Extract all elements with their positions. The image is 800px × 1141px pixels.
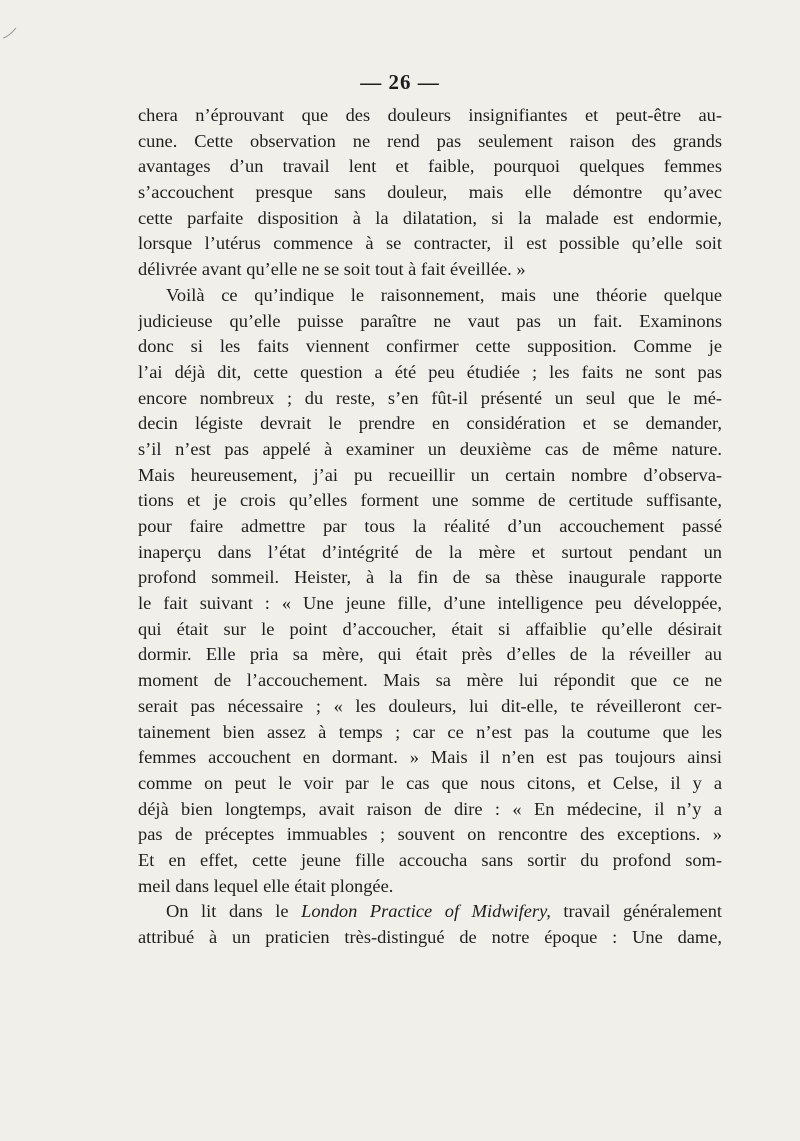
text-line: comme on peut le voir par le cas que nous citons, et Celse, il y a [138, 772, 722, 793]
text-line: qui était sur le point d’accoucher, était si affaiblie qu’elle désirait [138, 618, 722, 639]
text-line: donc si les faits viennent confirmer cette supposition. Comme je [138, 336, 722, 357]
text-line: s’il n’est pas appelé à examiner un deuxième cas de même nature. [138, 438, 722, 459]
text-line: Mais heureusement, j’ai pu recueillir un certain nombre d’observa- [138, 464, 722, 485]
text-line: Voilà ce qu’indique le raisonnement, mais une théorie quelque [166, 284, 722, 305]
text-line: pas de préceptes immuables ; souvent on rencontre des exceptions. » [138, 824, 722, 845]
text-line: le fait suivant : « Une jeune fille, d’une intelligence peu développée, [138, 593, 722, 614]
text-fragment: On lit dans le [166, 901, 302, 922]
text-line: cette parfaite disposition à la dilatation, si la malade est endormie, [138, 207, 722, 228]
text-line: dormir. Elle pria sa mère, qui était près d’elles de la réveiller au [138, 644, 722, 665]
text-line: s’accouchent presque sans douleur, mais elle démontre qu’avec [138, 182, 722, 203]
ink-mark-decoration [2, 26, 18, 40]
text-line: pour faire admettre par tous la réalité d’un accouchement passé [138, 516, 722, 536]
text-line: moment de l’accouchement. Mais sa mère lui répondit que ce ne [138, 670, 722, 691]
text-fragment: travail généralement [550, 901, 722, 922]
text-line: meil dans lequel elle était plongée. [138, 875, 394, 896]
text-line: tainement bien assez à temps ; car ce n’est pas la coutume que les [138, 721, 722, 742]
text-line: inaperçu dans l’état d’intégrité de la mère et surtout pendant un [138, 541, 722, 562]
text-line: profond sommeil. Heister, à la fin de sa thèse inaugurale rapporte [138, 567, 722, 588]
text-line: femmes accouchent en dormant. » Mais il n’en est pas toujours ainsi [138, 747, 722, 768]
text-line: judicieuse qu’elle puisse paraître ne vaut pas un fait. Examinons [138, 310, 722, 331]
text-line: avantages d’un travail lent et faible, pourquoi quelques femmes [138, 156, 722, 177]
text-line: attribué à un praticien très-distingué de notre époque : Une dame, [138, 927, 722, 947]
text-line: déjà bien longtemps, avait raison de dire : « En médecine, il n’y a [138, 798, 722, 819]
text-line: Et en effet, cette jeune fille accoucha sans sortir du profond som- [138, 849, 722, 870]
text-line: l’ai déjà dit, cette question a été peu étudiée ; les faits ne sont pas [138, 361, 722, 382]
text-line-with-title [138, 899, 722, 925]
text-line: délivrée avant qu’elle ne se soit tout à fait éveillée. » [138, 259, 526, 280]
text-line: chera n’éprouvant que des douleurs insignifiantes et peut-être au- [138, 105, 722, 125]
book-title: London Practice of Midwifery, [301, 901, 551, 922]
text-line: tions et je crois qu’elles forment une somme de certitude suffisante, [138, 490, 722, 511]
text-line: cune. Cette observation ne rend pas seulement raison des grands [138, 130, 722, 151]
page-number: — 26 — [360, 70, 440, 94]
text-line: lorsque l’utérus commence à se contracter, il est possible qu’elle soit [138, 233, 722, 254]
text-line: decin légiste devrait le prendre en considération et se demander, [138, 413, 722, 434]
text-line: serait pas nécessaire ; « les douleurs, lui dit-elle, te réveilleront cer- [138, 695, 722, 716]
text-line: encore nombreux ; du reste, s’en fût-il présenté un seul que le mé- [138, 387, 722, 408]
body-text [138, 103, 722, 951]
